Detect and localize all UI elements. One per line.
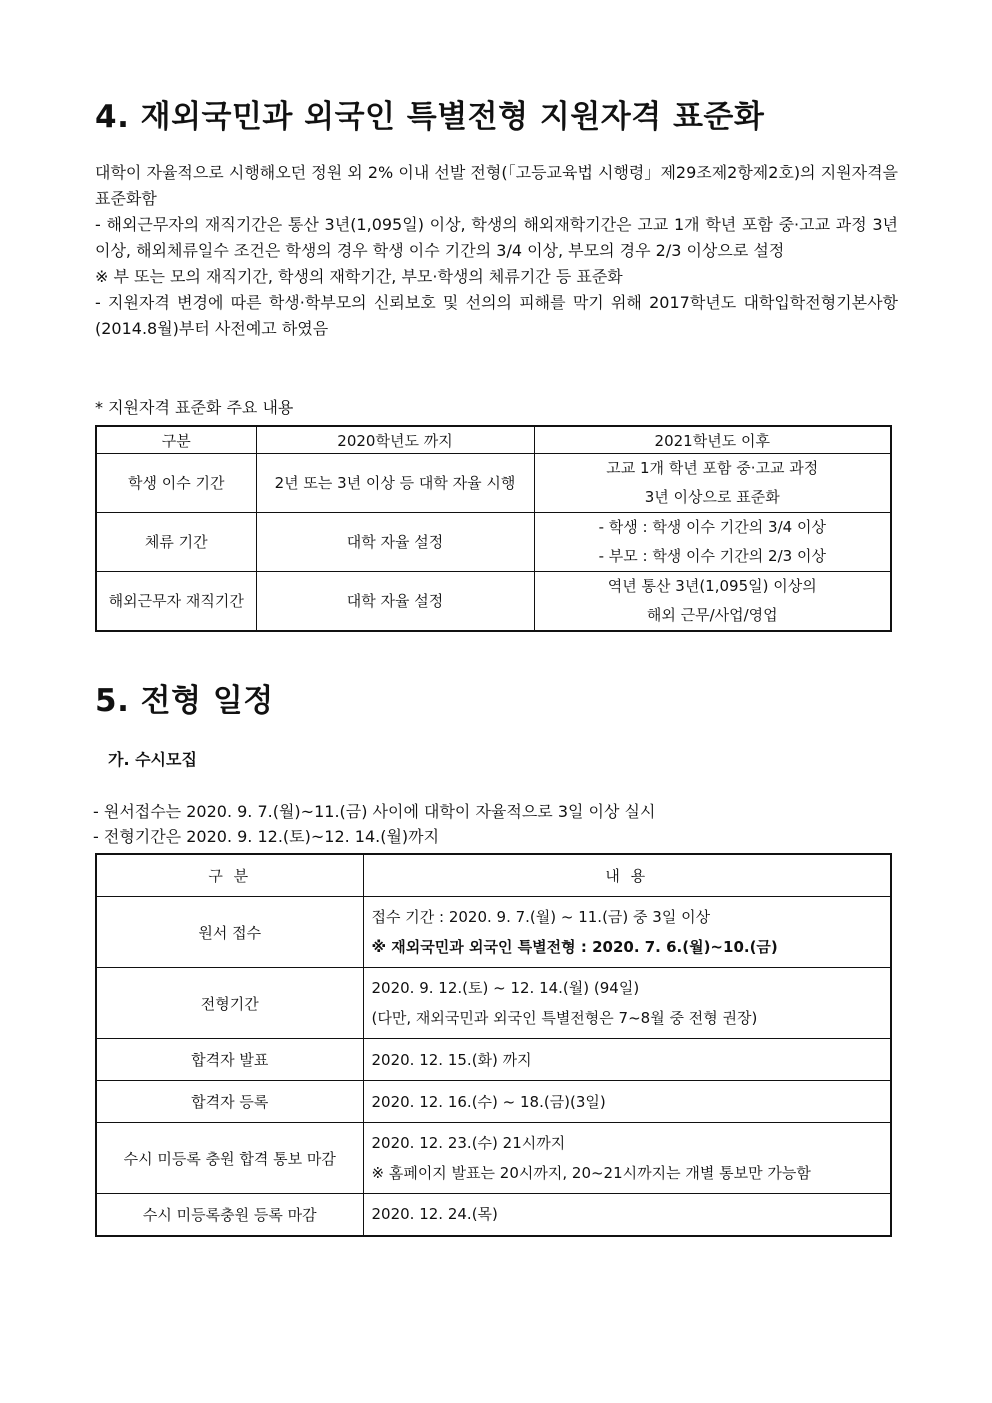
schedule-row-content [363, 1123, 891, 1194]
schedule-row-label: 원서 접수 [96, 897, 363, 968]
section5-subheading: 가. 수시모집 [108, 750, 197, 769]
section5-bullet2: - 전형기간은 2020. 9. 12.(토)~12. 14.(월)까지 [93, 827, 440, 846]
table-row [96, 513, 891, 572]
section4-paragraph2: - 해외근무자의 재직기간은 통산 3년(1,095일) 이상, 학생의 해외재학기간은 고교 1개 학년 포함 중·고교 과정 3년 이상, 해외체류일수 조건은 학생의 경우 학생 이수 기간의 3/4 이상, 부모의 경우 2/3 이상으로 설정 [95, 215, 898, 260]
qualification-row-after [534, 513, 891, 572]
schedule-row-line1: 2020. 12. 15.(화) 까지 [371, 1050, 532, 1069]
qualification-row-after-line2: - 부모 : 학생 이수 기간의 2/3 이상 [598, 547, 826, 565]
schedule-row-content [363, 897, 891, 968]
qualification-header-category: 구분 [96, 426, 256, 454]
qualification-row-after-line1: - 학생 : 학생 이수 기간의 3/4 이상 [598, 518, 826, 536]
qualification-table-header-row [96, 426, 891, 454]
section4-paragraph1: 대학이 자율적으로 시행해오던 정원 외 2% 이내 선발 전형(「고등교육법 시행령」제29조제2항제2호)의 지원자격을 표준화함 [95, 163, 898, 208]
qualification-row-after-line1: 역년 통산 3년(1,095일) 이상의 [607, 577, 817, 595]
schedule-row-label: 전형기간 [96, 968, 363, 1039]
table-row [96, 1194, 891, 1236]
schedule-row-content [363, 1039, 891, 1081]
section4-paragraph3: ※ 부 또는 모의 재직기간, 학생의 재학기간, 부모·학생의 체류기간 등 표준화 [95, 267, 623, 286]
qualification-row-label: 학생 이수 기간 [96, 454, 256, 513]
schedule-row-label: 수시 미등록 충원 합격 통보 마감 [96, 1123, 363, 1194]
section5-bullet1: - 원서접수는 2020. 9. 7.(월)~11.(금) 사이에 대학이 자율적으로 3일 이상 실시 [93, 802, 656, 821]
schedule-row-label: 합격자 발표 [96, 1039, 363, 1081]
section4-title: 4. 재외국민과 외국인 특별전형 지원자격 표준화 [95, 99, 765, 135]
section5-bullets [93, 799, 655, 849]
schedule-row-line2: ※ 홈페이지 발표는 20시까지, 20~21시까지는 개별 통보만 가능함 [371, 1164, 811, 1182]
schedule-table-header-row [96, 854, 891, 897]
schedule-row-label: 합격자 등록 [96, 1081, 363, 1123]
schedule-row-content [363, 1081, 891, 1123]
qualification-row-label: 해외근무자 재직기간 [96, 572, 256, 632]
section5-title: 5. 전형 일정 [95, 683, 274, 719]
schedule-row-label: 수시 미등록충원 등록 마감 [96, 1194, 363, 1236]
schedule-row-line1: 2020. 12. 16.(수) ~ 18.(금)(3일) [371, 1092, 606, 1111]
qualification-row-after [534, 572, 891, 632]
schedule-header-category: 구 분 [96, 854, 363, 897]
qualification-row-label: 체류 기간 [96, 513, 256, 572]
schedule-row-line1: 접수 기간 : 2020. 9. 7.(월) ~ 11.(금) 중 3일 이상 [371, 908, 711, 926]
table-row [96, 1039, 891, 1081]
section4-body [95, 160, 898, 342]
qualification-header-2020: 2020학년도 까지 [256, 426, 534, 454]
qualification-row-before: 2년 또는 3년 이상 등 대학 자율 시행 [256, 454, 534, 513]
schedule-row-line1: 2020. 12. 24.(목) [371, 1205, 498, 1224]
table-row [96, 454, 891, 513]
schedule-row-content [363, 968, 891, 1039]
qualification-row-after-line1: 고교 1개 학년 포함 중·고교 과정 [606, 459, 819, 477]
schedule-table [95, 853, 892, 1237]
schedule-row-content [363, 1194, 891, 1236]
qualification-table [95, 425, 892, 632]
qualification-row-after-line2: 3년 이상으로 표준화 [644, 488, 780, 506]
table-row [96, 1123, 891, 1194]
schedule-row-line1: 2020. 12. 23.(수) 21시까지 [371, 1134, 566, 1152]
schedule-row-line1: 2020. 9. 12.(토) ~ 12. 14.(월) (94일) [371, 979, 640, 997]
table-row [96, 572, 891, 632]
qualification-row-after-line2: 해외 근무/사업/영업 [646, 606, 778, 624]
qualification-row-before: 대학 자율 설정 [256, 572, 534, 632]
qualification-header-2021: 2021학년도 이후 [534, 426, 891, 454]
section4-paragraph4: - 지원자격 변경에 따른 학생·학부모의 신뢰보호 및 선의의 피해를 막기 위해 2017학년도 대학입학전형기본사항(2014.8월)부터 사전예고 하였음 [95, 293, 898, 338]
table-row [96, 1081, 891, 1123]
qualification-table-note: * 지원자격 표준화 주요 내용 [95, 398, 294, 417]
schedule-row-line2: (다만, 재외국민과 외국인 특별전형은 7~8월 중 전형 권장) [371, 1009, 758, 1027]
table-row [96, 897, 891, 968]
schedule-row-line2: ※ 재외국민과 외국인 특별전형 : 2020. 7. 6.(월)~10.(금) [371, 938, 778, 956]
qualification-row-after [534, 454, 891, 513]
schedule-header-content: 내 용 [363, 854, 891, 897]
qualification-row-before: 대학 자율 설정 [256, 513, 534, 572]
table-row [96, 968, 891, 1039]
